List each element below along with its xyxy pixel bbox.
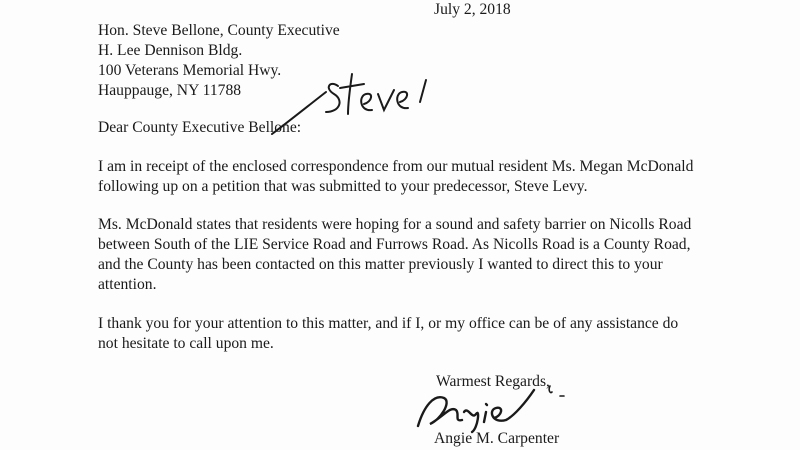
- paragraph-line: Ms. McDonald states that residents were hoping for a sound and safety barrier on Nicolls Road: [98, 216, 692, 233]
- address-line: Hon. Steve Bellone, County Executive: [98, 22, 340, 39]
- closing: Warmest Regards,: [436, 373, 550, 390]
- sender-name: Angie M. Carpenter: [434, 430, 560, 447]
- paragraph-line: and the County has been contacted on this matter previously I wanted to direct this to your: [98, 256, 663, 273]
- paragraph: [98, 314, 718, 354]
- paragraph-line: I am in receipt of the enclosed correspondence from our mutual resident Ms. Megan McDonald: [98, 158, 694, 175]
- paragraph: [98, 215, 718, 295]
- address-line: H. Lee Dennison Bldg.: [98, 42, 243, 59]
- salutation: Dear County Executive Bellone:: [98, 119, 302, 136]
- paragraph-line: following up on a petition that was submitted to your predecessor, Steve Levy.: [98, 178, 588, 195]
- paragraph: [98, 157, 718, 197]
- recipient-address: [98, 21, 340, 101]
- paragraph-line: between South of the LIE Service Road and Furrows Road. As Nicolls Road is a County Road,: [98, 236, 691, 253]
- address-line: Hauppauge, NY 11788: [98, 82, 242, 99]
- paragraph-line: not hesitate to call upon me.: [98, 335, 274, 352]
- letter-date: July 2, 2018: [434, 1, 511, 18]
- paragraph-line: I thank you for your attention to this matter, and if I, or my office can be of any assistance do: [98, 315, 679, 332]
- handwritten-greeting-text: Steve,: [328, 84, 404, 112]
- signature-text: Angie: [450, 397, 515, 422]
- paragraph-line: attention.: [98, 276, 157, 293]
- address-line: 100 Veterans Memorial Hwy.: [98, 62, 282, 79]
